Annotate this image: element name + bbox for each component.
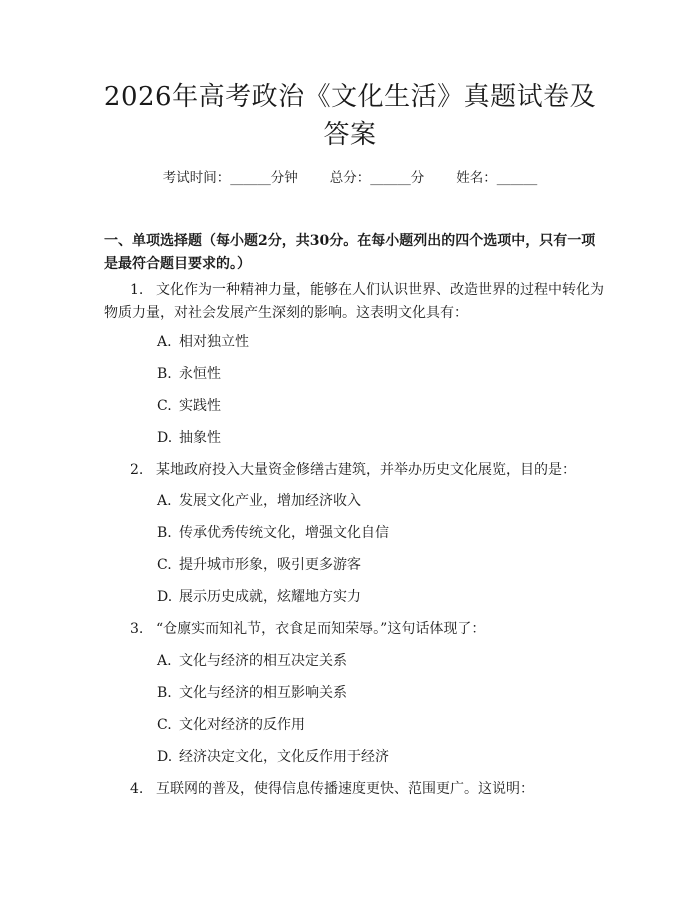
exam-meta	[0, 168, 700, 188]
option-text: 文化与经济的相互影响关系	[179, 685, 347, 701]
option-text: 传承优秀传统文化，增强文化自信	[179, 525, 389, 541]
option-letter: A.	[157, 493, 172, 509]
option-text: 相对独立性	[179, 334, 249, 350]
option-letter: B.	[157, 685, 172, 701]
total-score-field: 总分：______分	[329, 170, 425, 186]
question-number: 3.	[130, 621, 144, 637]
option-letter: D.	[157, 589, 173, 605]
option-text: 永恒性	[179, 366, 221, 382]
option-text: 文化对经济的反作用	[179, 717, 305, 733]
question-4	[104, 778, 604, 801]
option-letter: C.	[157, 717, 172, 733]
option-text: 实践性	[179, 398, 221, 414]
option-text: 抽象性	[179, 430, 221, 446]
question-2	[104, 459, 604, 482]
question-3-option-a	[157, 651, 347, 671]
question-text: 文化作为一种精神力量，能够在人们认识世界、改造世界的过程中转化为物质力量，对社会发展产生深刻的影响。这表明文化具有：	[104, 282, 604, 321]
question-3-option-b	[157, 683, 347, 703]
option-text: 文化与经济的相互决定关系	[179, 653, 347, 669]
question-1-option-d	[157, 428, 221, 448]
question-number: 4.	[130, 781, 144, 797]
question-2-option-b	[157, 523, 389, 543]
question-number: 1.	[130, 282, 144, 298]
section-heading: 一、单项选择题（每小题2分，共30分。在每小题列出的四个选项中，只有一项是最符合题目要求的。）	[104, 233, 596, 272]
option-text: 提升城市形象，吸引更多游客	[179, 557, 361, 573]
question-2-option-d	[157, 587, 361, 607]
exam-time-field: 考试时间：______分钟	[162, 170, 298, 186]
option-letter: C.	[157, 398, 172, 414]
page-title: 2026年高考政治《文化生活》真题试卷及答案	[103, 82, 597, 150]
question-2-option-c	[157, 555, 361, 575]
option-letter: A.	[157, 653, 172, 669]
option-letter: B.	[157, 366, 172, 382]
question-text: 互联网的普及，使得信息传播速度更快、范围更广。这说明：	[156, 781, 534, 797]
question-number: 2.	[130, 462, 144, 478]
question-text: 某地政府投入大量资金修缮古建筑，并举办历史文化展览，目的是：	[156, 462, 576, 478]
question-3	[104, 618, 604, 641]
option-text: 经济决定文化，文化反作用于经济	[179, 749, 389, 765]
question-2-option-a	[157, 491, 361, 511]
question-3-option-c	[157, 715, 305, 735]
student-name-field: 姓名：______	[456, 170, 538, 186]
question-3-option-d	[157, 747, 389, 767]
option-text: 展示历史成就，炫耀地方实力	[179, 589, 361, 605]
option-letter: C.	[157, 557, 172, 573]
option-letter: D.	[157, 749, 173, 765]
option-letter: D.	[157, 430, 173, 446]
option-letter: B.	[157, 525, 172, 541]
option-text: 发展文化产业，增加经济收入	[179, 493, 361, 509]
question-1-option-c	[157, 396, 221, 416]
question-1-option-a	[157, 332, 249, 352]
option-letter: A.	[157, 334, 172, 350]
question-1	[104, 279, 604, 325]
question-text: “仓廪实而知礼节，衣食足而知荣辱。”这句话体现了：	[156, 621, 486, 637]
question-1-option-b	[157, 364, 221, 384]
